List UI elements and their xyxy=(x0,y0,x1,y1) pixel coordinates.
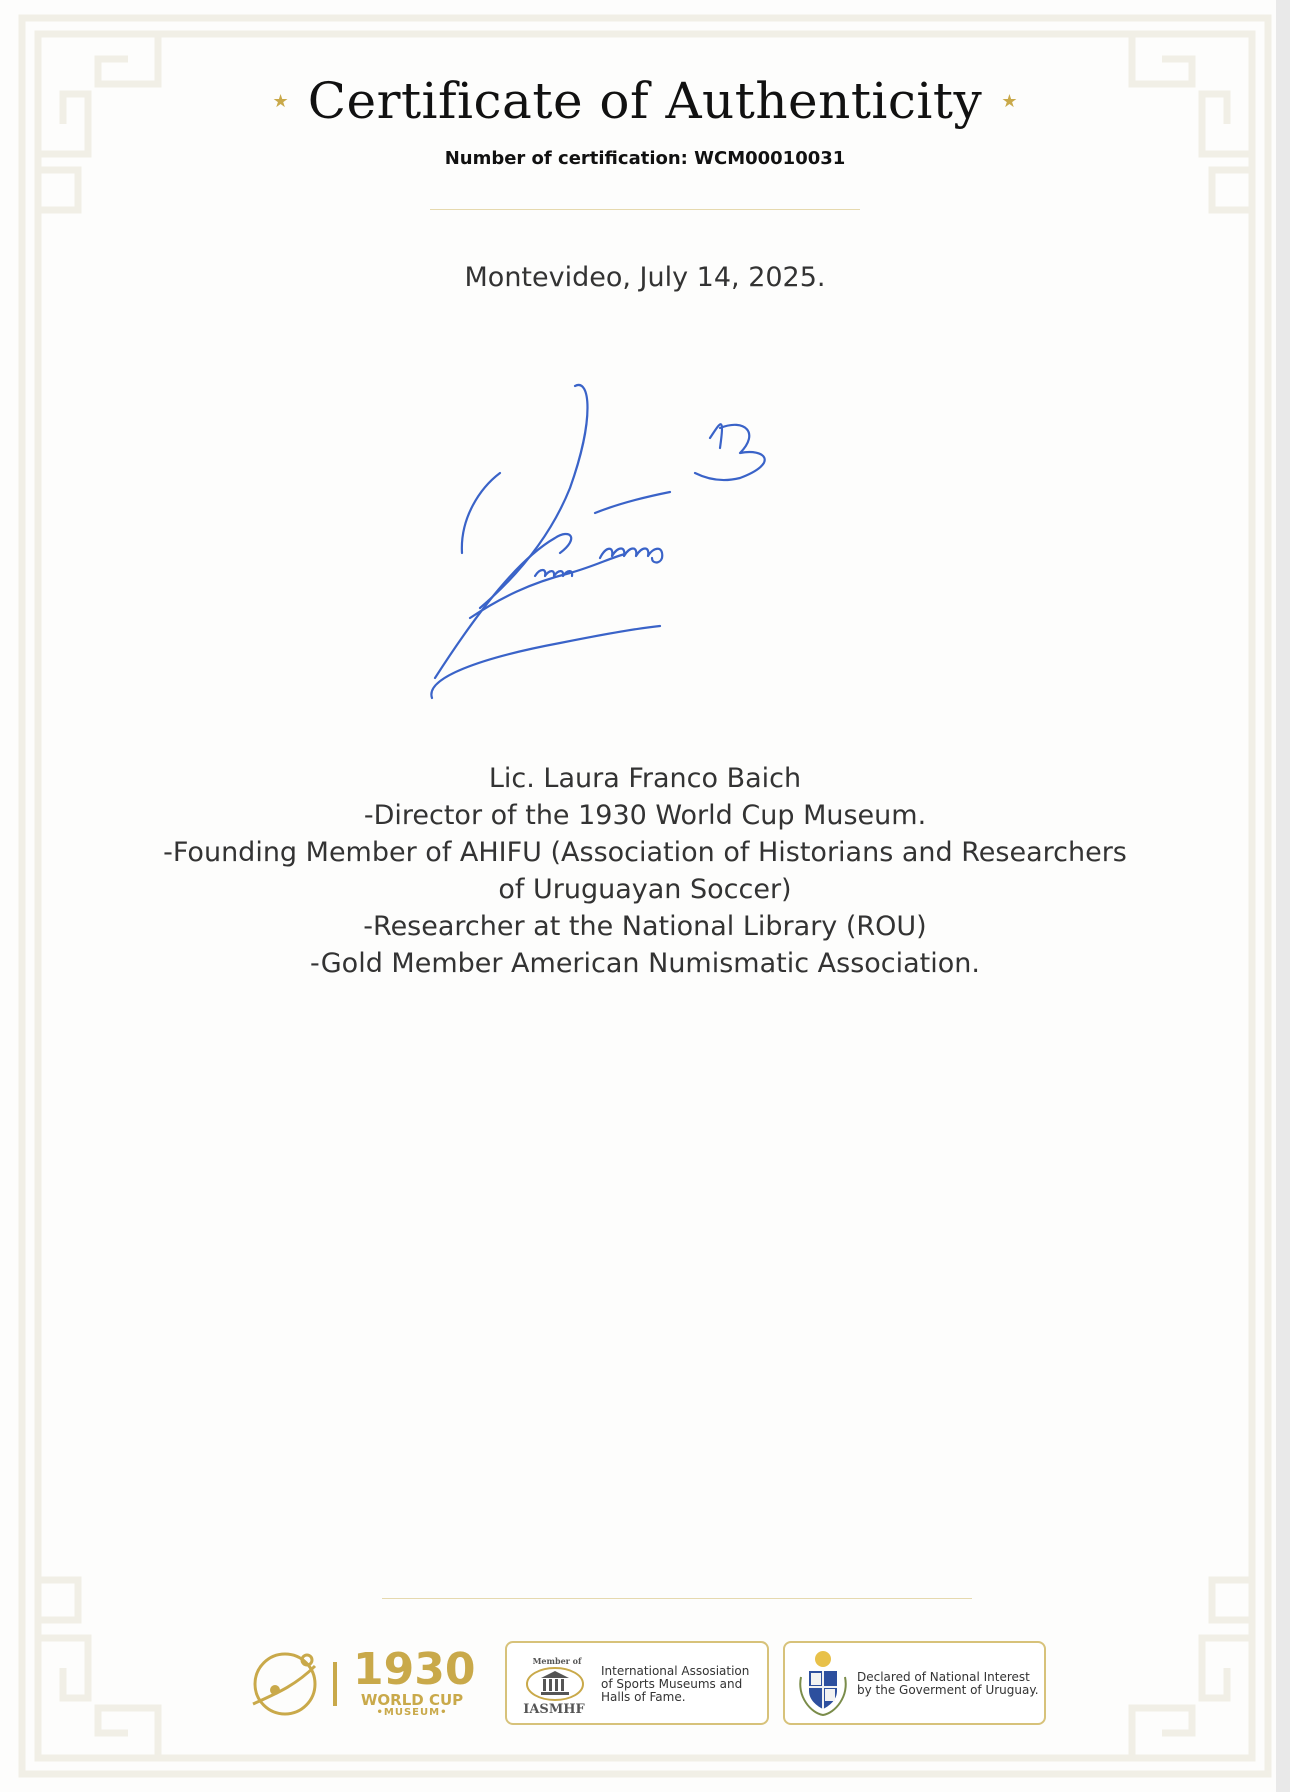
certification-number: Number of certification: WCM00010031 xyxy=(444,148,846,169)
member-of-label: Member of xyxy=(532,1656,582,1666)
museum-logo xyxy=(245,1646,475,1722)
certificate-title: Certificate of Authenticity xyxy=(307,72,983,130)
museum-building-icon xyxy=(525,1666,585,1702)
divider-top xyxy=(430,209,860,210)
handwritten-signature xyxy=(420,378,880,708)
national-interest-text: Declared of National Interest by the Goverment of Uruguay. xyxy=(857,1670,1039,1697)
logo-museum: •MUSEUM• xyxy=(376,1707,448,1718)
credential-line: -Researcher at the National Library (ROU) xyxy=(363,911,927,942)
star-icon: ★ xyxy=(1001,90,1018,112)
logo-world-cup: WORLD CUP xyxy=(360,1691,464,1709)
national-interest-badge xyxy=(783,1641,1046,1725)
iasmhf-acronym: IASMHF xyxy=(523,1702,585,1717)
signatory-name: Lic. Laura Franco Baich xyxy=(488,763,802,794)
iasmhf-badge xyxy=(505,1641,769,1725)
credential-line: -Gold Member American Numismatic Association. xyxy=(310,948,980,979)
divider-bottom xyxy=(382,1598,972,1599)
logo-year: 1930 xyxy=(353,1644,476,1695)
logo-separator xyxy=(333,1662,337,1706)
star-icon: ★ xyxy=(272,90,289,112)
issue-date: Montevideo, July 14, 2025. xyxy=(464,262,826,293)
title-row xyxy=(0,72,1290,130)
football-emblem-icon xyxy=(245,1646,321,1722)
iasmhf-description: International Assosiation of Sports Museums and Halls of Fame. xyxy=(601,1664,750,1704)
credential-line: -Founding Member of AHIFU (Association of Historians and Researchers of Uruguayan Soccer) xyxy=(163,837,1127,905)
uruguay-coat-of-arms-icon xyxy=(793,1647,853,1719)
signatory-credentials xyxy=(160,760,1130,982)
credential-line: -Director of the 1930 World Cup Museum. xyxy=(363,800,927,831)
